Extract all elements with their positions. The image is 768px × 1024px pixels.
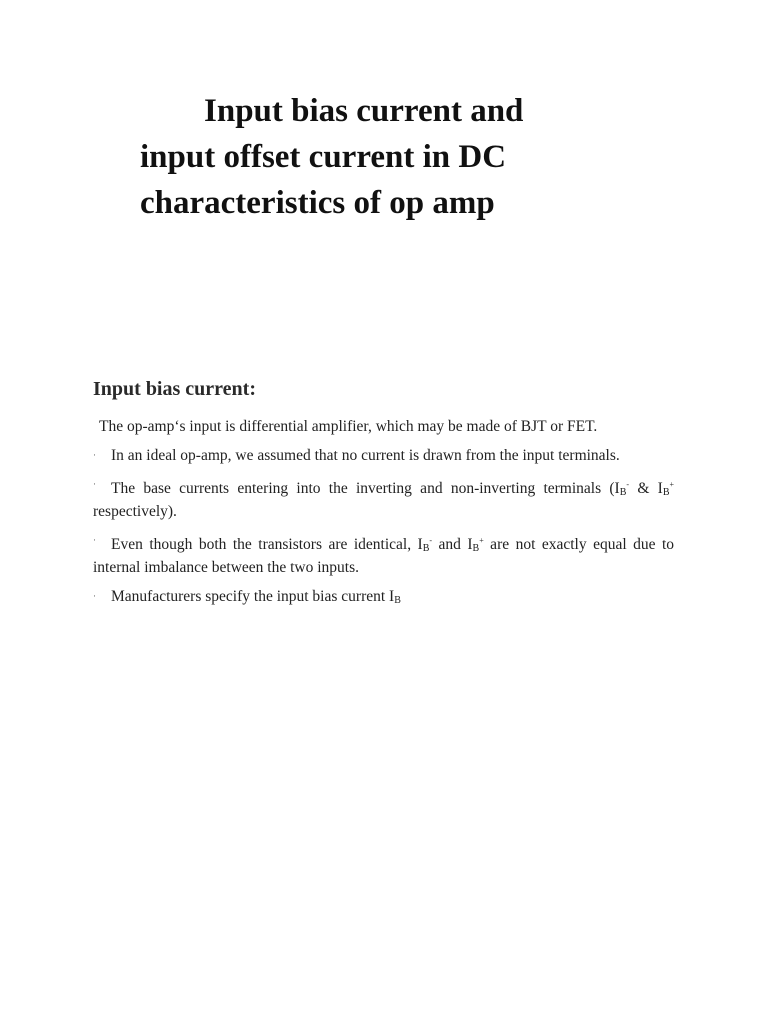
subscript-b: B	[662, 487, 670, 498]
bullet-text-a: The base currents entering into the inverting and non-inverting terminals (I	[111, 480, 620, 497]
bullet-icon: ·	[93, 535, 96, 545]
subscript-b: B	[394, 595, 401, 606]
section-heading: Input bias current:	[93, 378, 256, 400]
subscript-b: B	[422, 543, 430, 554]
superscript-minus: -	[626, 480, 630, 489]
bullet-text-a: Even though both the transistors are identical, I	[111, 536, 423, 553]
bullet-icon: ·	[93, 479, 96, 489]
title-line-2: input offset current in DC	[140, 139, 507, 175]
page-title	[140, 88, 660, 226]
bullet-text-c: respectively).	[93, 503, 177, 520]
superscript-plus: +	[479, 536, 484, 545]
bullet-item-base-currents	[93, 475, 674, 521]
bullet-item-ideal-opamp	[93, 446, 674, 465]
bullet-text-c: are not exactly equal due to internal imbalance between the two inputs.	[93, 536, 674, 576]
title-line-3: characteristics of op amp	[140, 185, 495, 221]
section-body	[93, 417, 674, 620]
superscript-plus: +	[669, 480, 675, 489]
subscript-b: B	[472, 543, 480, 554]
title-line-1: Input bias current and	[204, 93, 524, 129]
bullet-item-manufacturers	[93, 587, 674, 610]
bullet-text-b: & I	[637, 480, 663, 497]
intro-paragraph: The op-amp‘s input is differential amplifier, which may be made of BJT or FET.	[99, 418, 598, 435]
bullet-text-b: and I	[432, 536, 473, 553]
bullet-item-imbalance	[93, 531, 674, 577]
bullet-text: Manufacturers specify the input bias current I	[111, 588, 395, 605]
superscript-minus: -	[429, 536, 433, 545]
subscript-b: B	[619, 487, 627, 498]
bullet-icon: ·	[93, 591, 96, 601]
bullet-icon: ·	[93, 450, 96, 460]
bullet-text: In an ideal op-amp, we assumed that no current is drawn from the input terminals.	[111, 447, 620, 464]
